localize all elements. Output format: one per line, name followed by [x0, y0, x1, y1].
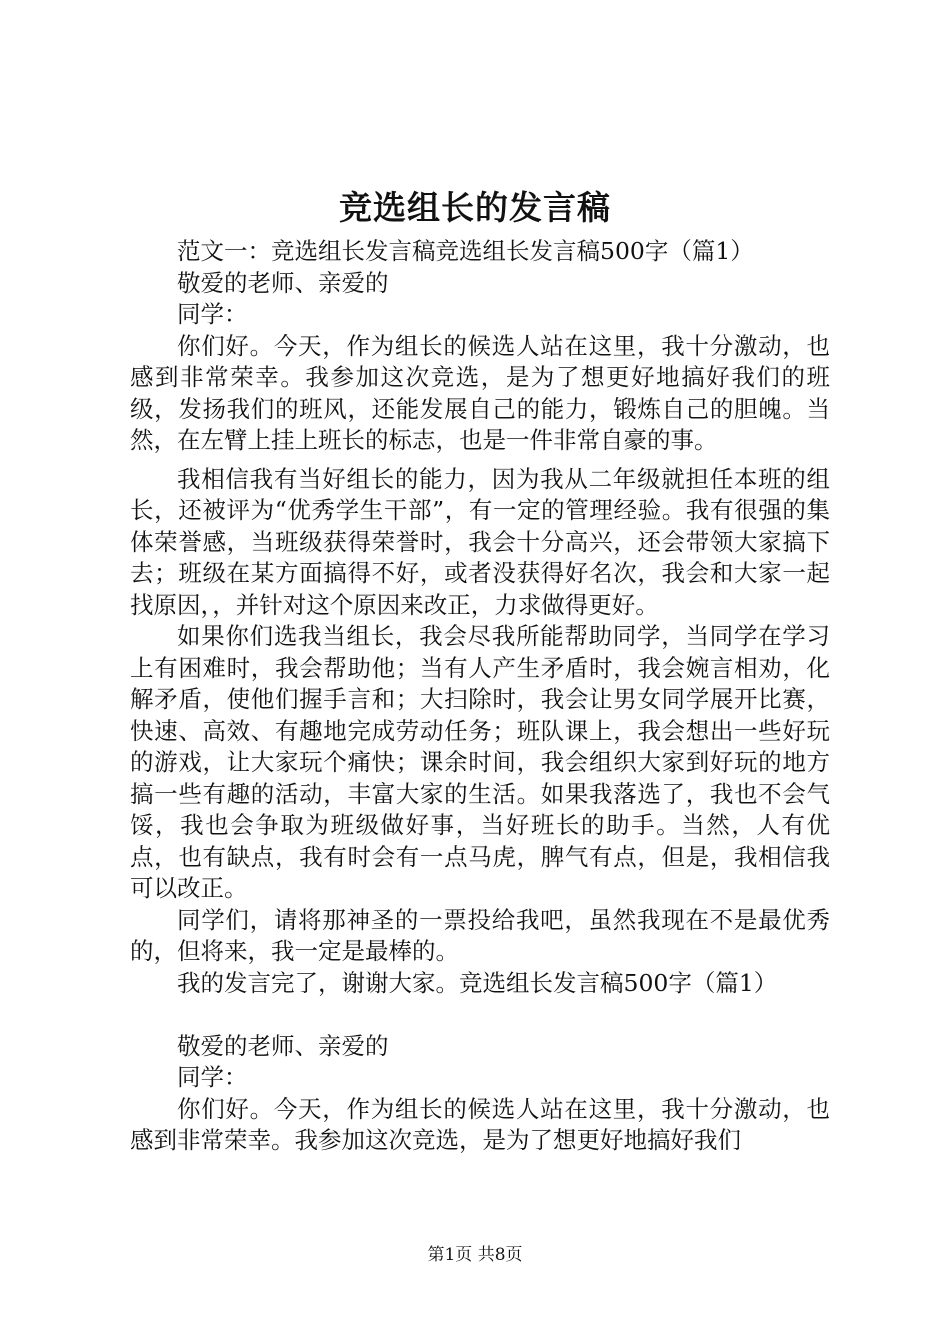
paragraph-salutation-cont: 同学： — [177, 300, 248, 328]
document-body — [130, 236, 830, 1157]
paragraph-salutation: 敬爱的老师、亲爱的 — [177, 1031, 389, 1060]
paragraph-salutation-cont: 同学： — [177, 1063, 248, 1091]
paragraph-closing: 我的发言完了，谢谢大家。竞选组长发言稿500字（篇1） — [177, 968, 778, 997]
document-title: 竞选组长的发言稿 — [339, 188, 611, 227]
paragraph-body: 同学们，请将那神圣的一票投给我吧，虽然我现在不是最优秀的，但将来，我一定是最棒的。 — [130, 905, 830, 965]
paragraph-body: 我相信我有当好组长的能力，因为我从二年级就担任本班的组长，还被评为“优秀学生干部”，有一定的管理经验。我有很强的集体荣誉感，当班级获得荣誉时，我会十分高兴，还会带领大家搞下去；班级在某方面搞得不好，或者没获得好名次，我会和大家一起找原因，，并针对这个原因来改正，力求做得更好。 — [130, 464, 830, 619]
paragraph-intro: 范文一：竞选组长发言稿竞选组长发言稿500字（篇1） — [177, 237, 754, 265]
paragraph-body: 如果你们选我当组长，我会尽我所能帮助同学，当同学在学习上有困难时，我会帮助他；当有人产生矛盾时，我会婉言相劝，化解矛盾，使他们握手言和；大扫除时，我会让男女同学展开比赛，快速、高效、有趣地完成劳动任务；班队课上，我会想出一些好玩的游戏，让大家玩个痛快；课余时间，我会组织大家到好玩的地方搞一些有趣的活动，丰富大家的生活。如果我落选了，我也不会气馁，我也会争取为班级做好事，当好班长的助手。当然，人有优点，也有缺点，我有时会有一点马虎，脾气有点，但是，我相信我可以改正。 — [130, 622, 830, 902]
blank-line — [130, 999, 830, 1031]
page-footer: 第1页 共8页 — [427, 1245, 523, 1265]
paragraph-body: 你们好。今天，作为组长的候选人站在这里，我十分激动，也感到非常荣幸。我参加这次竞选，是为了想更好地搞好我们 — [130, 1094, 830, 1154]
paragraph-salutation: 敬爱的老师、亲爱的 — [177, 268, 389, 297]
paragraph-body: 你们好。今天，作为组长的候选人站在这里，我十分激动，也感到非常荣幸。我参加这次竞选，是为了想更好地搞好我们的班级，发扬我们的班风，还能发展自己的能力，锻炼自己的胆魄。当然，在左臂上挂上班长的标志，也是一件非常自豪的事。 — [130, 331, 830, 454]
